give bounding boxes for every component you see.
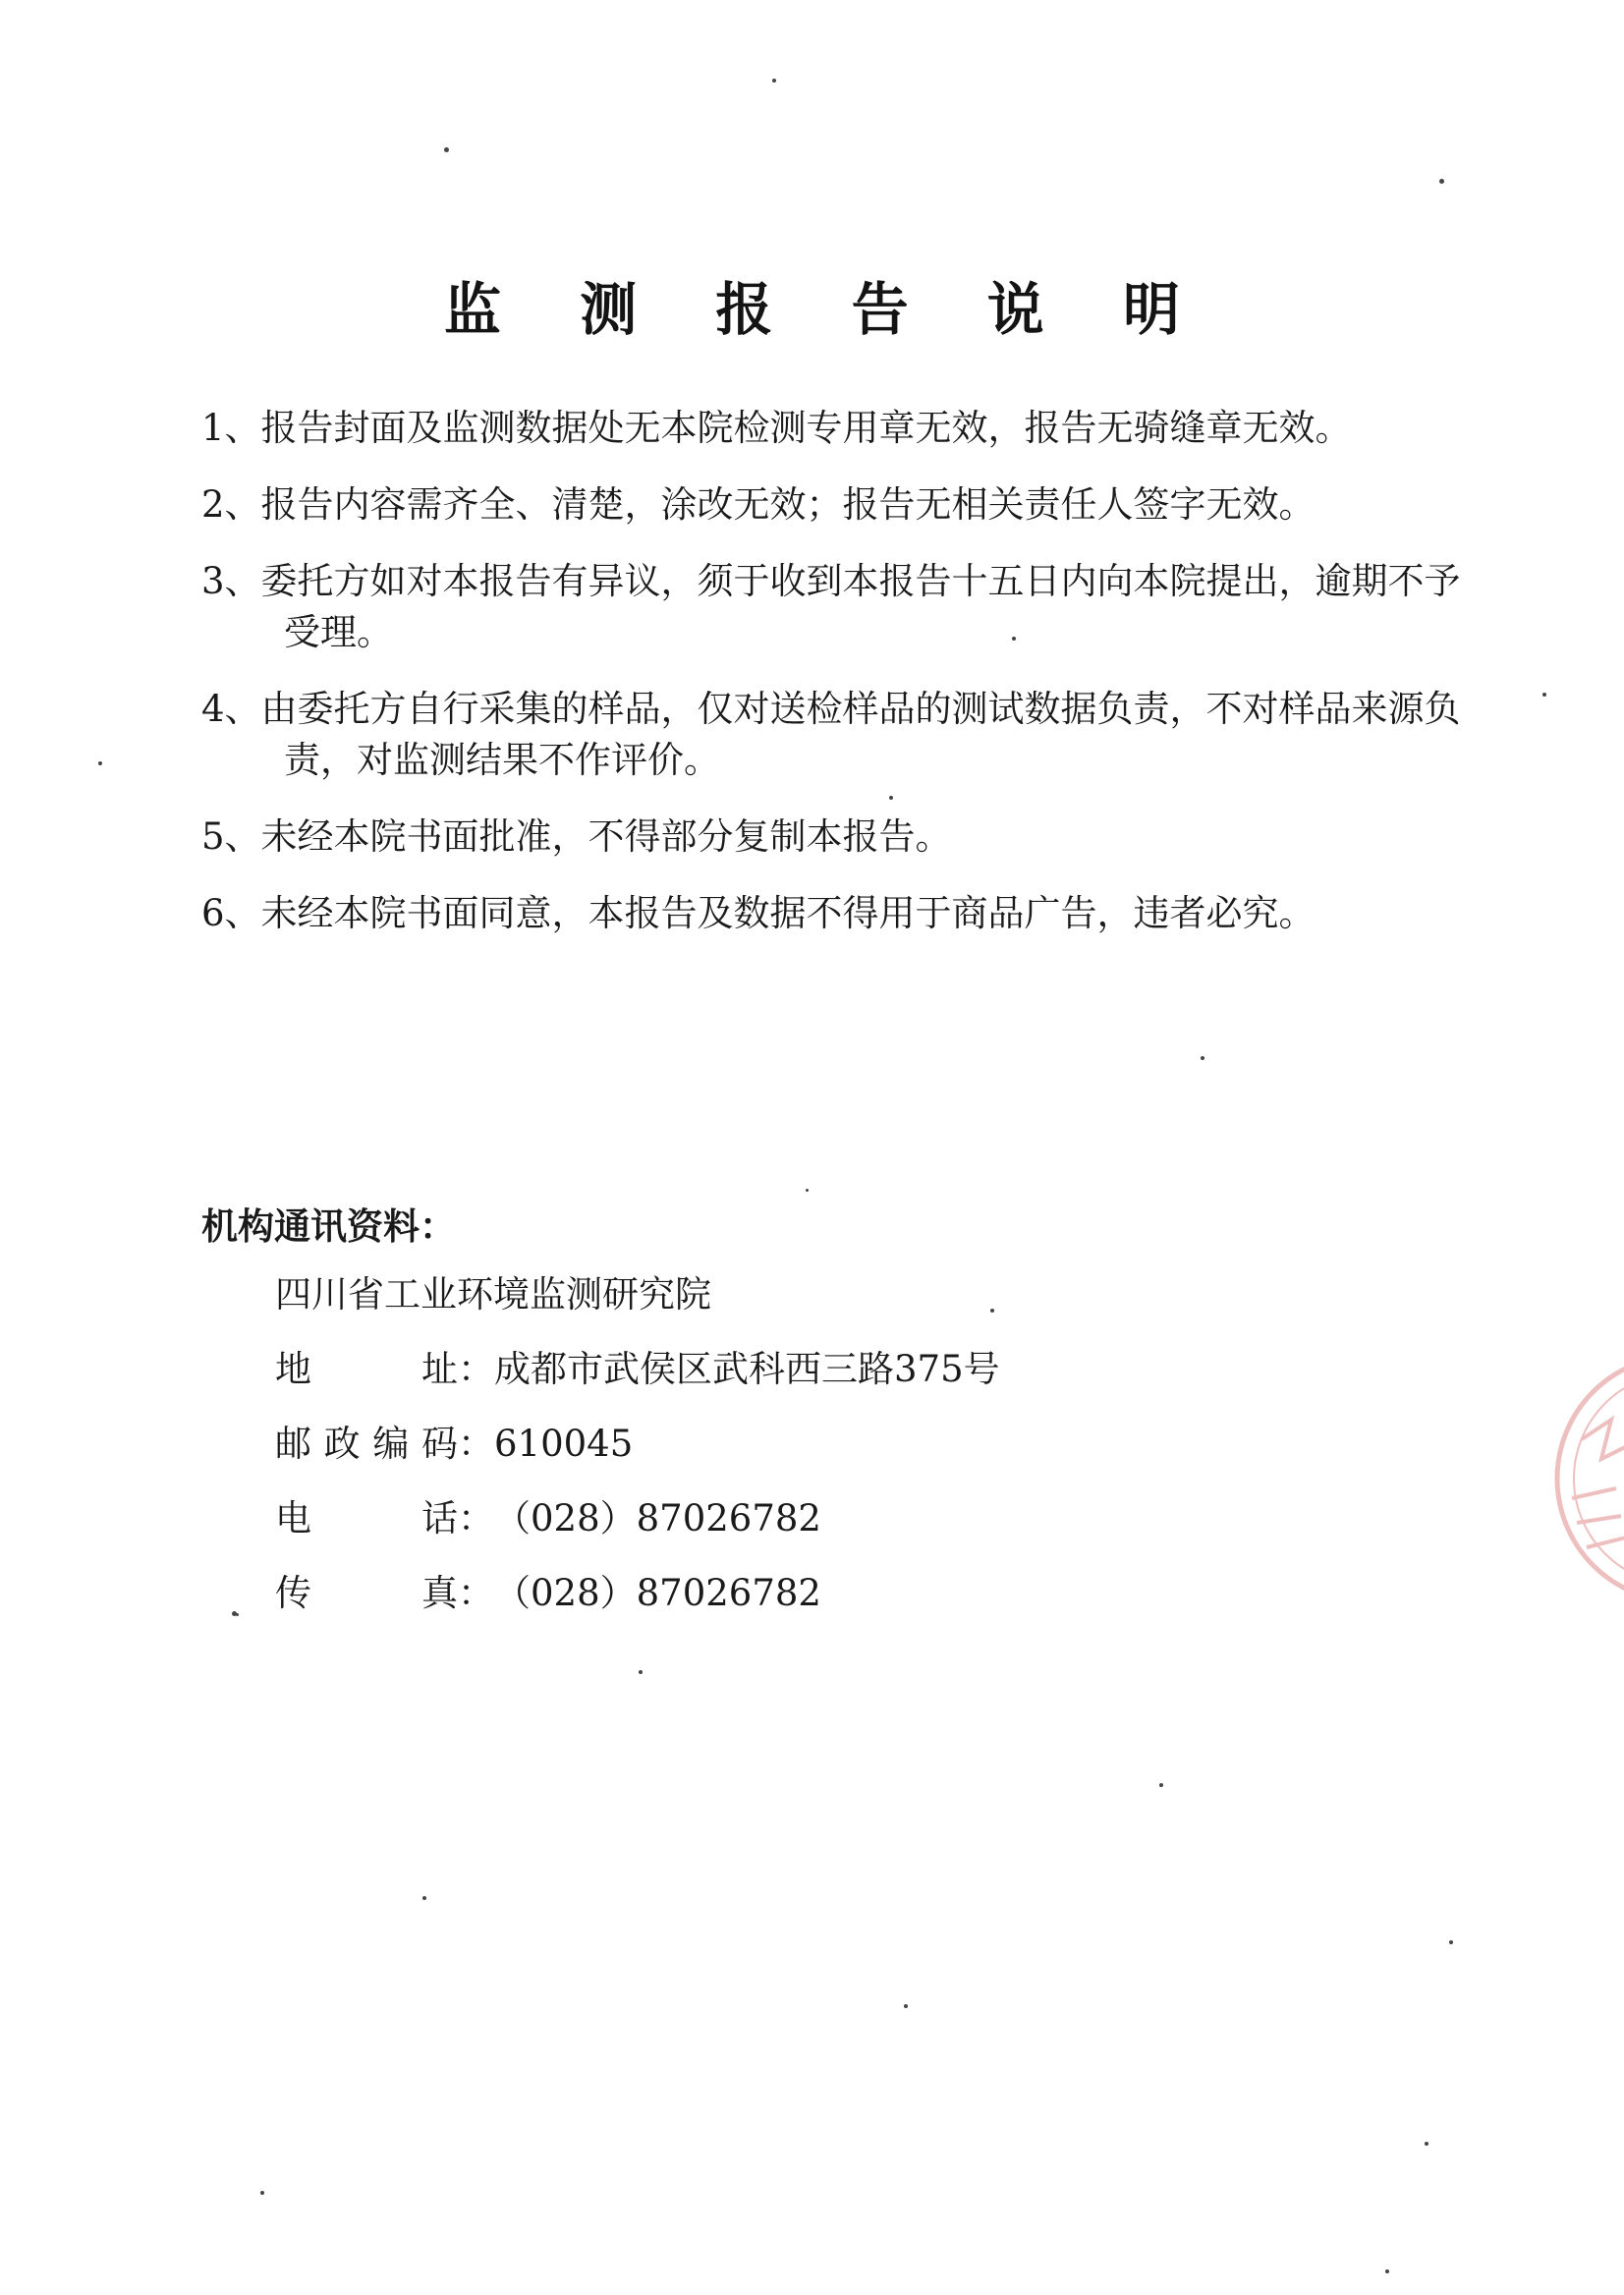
fax-label: 传真: [275, 1572, 458, 1614]
note-text: 报告内容需齐全、清楚，涂改无效；报告无相关责任人签字无效。: [260, 483, 1316, 526]
colon: ：: [458, 1423, 494, 1465]
note-item: [201, 684, 1488, 786]
note-text: 由委托方自行采集的样品，仅对送检样品的测试数据负责，不对样品来源负责，对监测结果不作评价。: [260, 688, 1461, 781]
notes-list: [201, 403, 1488, 965]
page-title: 监 测 报 告 说 明: [444, 276, 1209, 343]
note-text: 委托方如对本报告有异议，须于收到本报告十五日内向本院提出，逾期不予受理。: [260, 560, 1461, 653]
colon: ：: [458, 1497, 494, 1539]
note-number: 2、: [201, 483, 261, 526]
scan-speck: [1449, 1940, 1453, 1944]
contact-postal: [275, 1419, 1000, 1493]
org-name: 四川省工业环境监测研究院: [275, 1273, 711, 1315]
scan-speck: [1012, 637, 1016, 641]
note-number: 4、: [201, 688, 261, 730]
note-text: 未经本院书面批准，不得部分复制本报告。: [260, 815, 952, 858]
phone-value: （028）87026782: [494, 1497, 821, 1539]
scan-speck: [422, 1896, 426, 1900]
contact-phone: [275, 1493, 1000, 1568]
fax-value: （028）87026782: [494, 1572, 821, 1614]
contact-address: [275, 1344, 1000, 1419]
note-item: [201, 812, 1488, 863]
note-number: 1、: [201, 407, 261, 449]
note-number: 5、: [201, 815, 261, 858]
note-number: 6、: [201, 892, 261, 934]
note-text: 报告封面及监测数据处无本院检测专用章无效，报告无骑缝章无效。: [260, 407, 1352, 449]
contact-fax: [275, 1568, 1000, 1643]
scan-speck: [260, 2191, 264, 2195]
postal-value: 610045: [494, 1423, 634, 1465]
note-number: 3、: [201, 560, 261, 602]
note-item: [201, 556, 1488, 658]
scan-speck: [1159, 1783, 1163, 1787]
contact-org: [275, 1269, 1000, 1344]
colon: ：: [458, 1348, 494, 1390]
address-label: 地址: [275, 1348, 458, 1390]
note-item: [201, 888, 1488, 939]
note-item: [201, 479, 1488, 531]
seal-stamp-icon: [1542, 1351, 1624, 1606]
scan-speck: [1201, 1056, 1204, 1060]
phone-label: 电话: [275, 1497, 458, 1539]
scan-speck: [772, 79, 776, 83]
contact-block: [275, 1269, 1000, 1643]
scan-speck: [806, 1189, 809, 1192]
scan-speck: [1439, 179, 1444, 184]
scan-speck: [904, 2004, 908, 2008]
scan-speck: [639, 1670, 643, 1674]
colon: ：: [458, 1572, 494, 1614]
scan-speck: [444, 147, 449, 152]
contact-heading: 机构通讯资料：: [201, 1205, 456, 1248]
scan-speck: [889, 796, 893, 800]
scan-speck: [1385, 2269, 1389, 2273]
scan-speck: [236, 1613, 239, 1616]
scan-speck: [990, 1309, 994, 1313]
note-item: [201, 403, 1488, 454]
note-text: 未经本院书面同意，本报告及数据不得用于商品广告，违者必究。: [260, 892, 1316, 934]
scan-speck: [1425, 2142, 1428, 2146]
scan-speck: [98, 761, 102, 765]
scan-speck: [1542, 693, 1546, 697]
address-value: 成都市武侯区武科西三路375号: [494, 1348, 1000, 1390]
postal-label: 邮政编码: [275, 1423, 458, 1465]
